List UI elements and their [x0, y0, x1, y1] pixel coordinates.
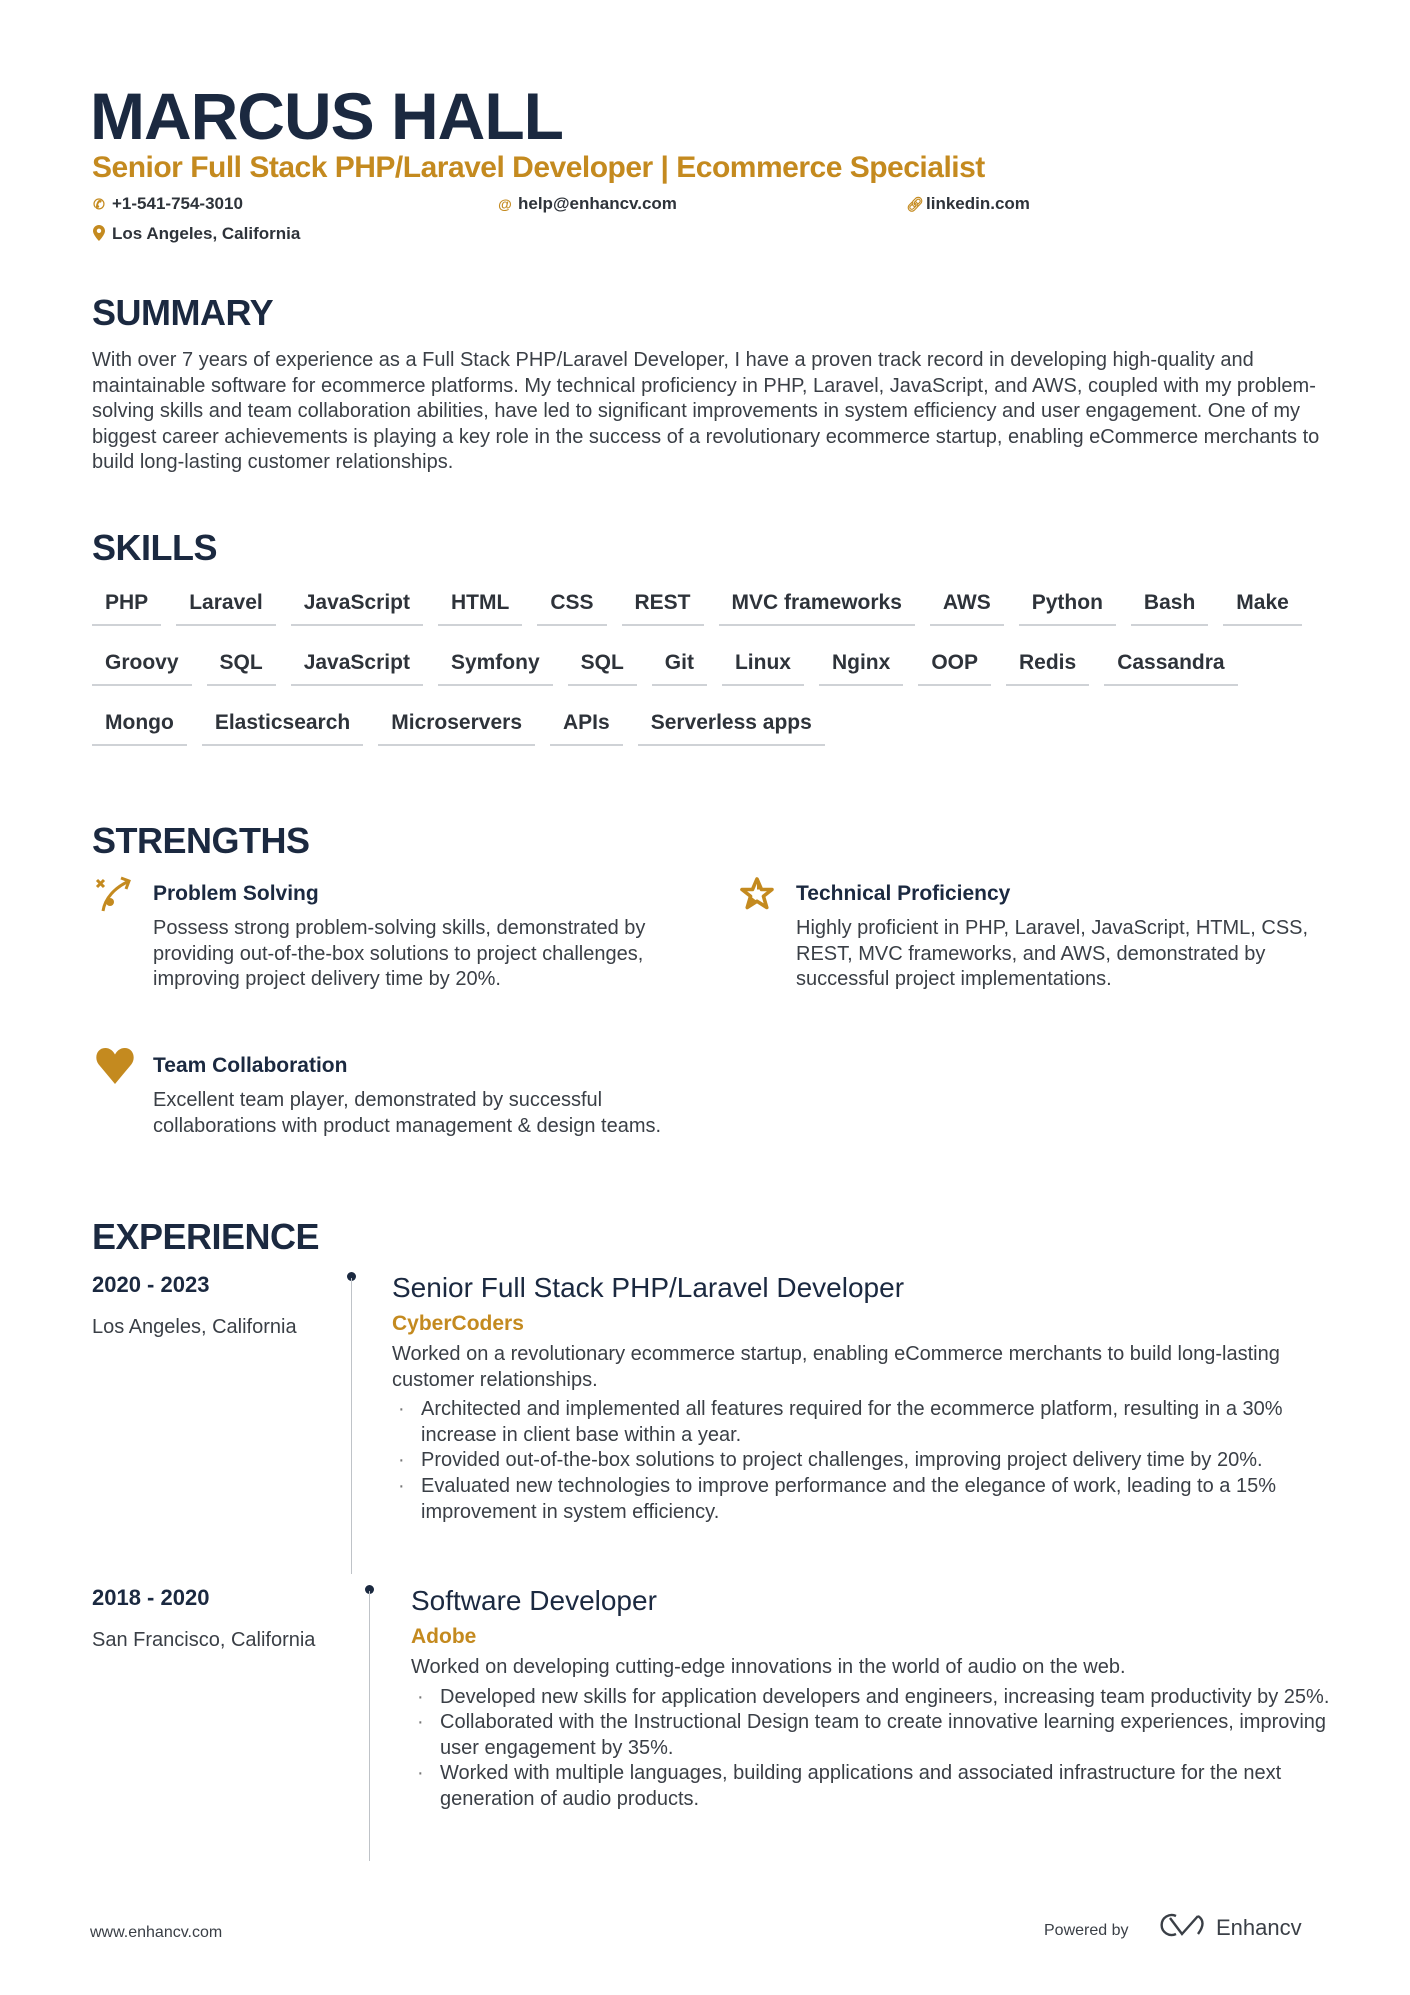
skill-chip: CSS — [537, 585, 606, 626]
location-pin-icon — [92, 225, 106, 244]
skill-chip: JavaScript — [291, 645, 423, 686]
job-title: Software Developer — [411, 1585, 657, 1616]
timeline-line — [351, 1278, 352, 1574]
candidate-name: MARCUS HALL — [90, 79, 563, 153]
skill-chip: Cassandra — [1104, 645, 1237, 686]
job-bullet: · Collaborated with the Instructional Design team to create innovative learning experiences, improving user engagement by 35%. — [411, 1710, 1331, 1761]
strength-technical-proficiency — [796, 882, 1326, 993]
skill-chip: Mongo — [92, 705, 187, 746]
job-bullet: · Provided out-of-the-box solutions to project challenges, improving project delivery time by 20%. — [392, 1448, 1332, 1474]
phone-text: +1-541-754-3010 — [112, 194, 243, 213]
job-bullet: · Architected and implemented all features required for the ecommerce platform, resulting in a 30% increase in client base within a year. — [392, 1397, 1332, 1448]
skill-chip: MVC frameworks — [719, 585, 915, 626]
strength-title: Technical Proficiency — [796, 882, 1011, 905]
job-bullet: · Developed new skills for application developers and engineers, increasing team productivity by 25%. — [411, 1685, 1331, 1711]
at-icon: @ — [498, 196, 512, 212]
candidate-title: Senior Full Stack PHP/Laravel Developer | Ecommerce Specialist — [92, 151, 985, 184]
job-bullets — [392, 1397, 1332, 1525]
skill-chip: Serverless apps — [638, 705, 825, 746]
strength-text: Highly proficient in PHP, Laravel, JavaScript, HTML, CSS, REST, MVC frameworks, and AWS, demonstrated by successful project implementations. — [796, 917, 1309, 991]
experience-heading: EXPERIENCE — [92, 1216, 320, 1257]
skill-chip: HTML — [438, 585, 522, 626]
strength-title: Team Collaboration — [153, 1054, 348, 1077]
route-icon — [95, 876, 135, 918]
location-text: Los Angeles, California — [112, 224, 301, 243]
enhancv-logo-icon — [1160, 1912, 1206, 1944]
job-bullets — [411, 1685, 1331, 1813]
job-2-meta — [92, 1585, 315, 1652]
enhancv-logo[interactable] — [1160, 1912, 1302, 1944]
skill-chip: Elasticsearch — [202, 705, 363, 746]
job-bullet: · Evaluated new technologies to improve performance and the elegance of work, leading to a 15% improvement in system efficiency. — [392, 1474, 1332, 1525]
strength-problem-solving — [153, 882, 713, 993]
timeline-line — [369, 1591, 370, 1861]
strength-title: Problem Solving — [153, 882, 319, 905]
strength-text: Excellent team player, demonstrated by successful collaborations with product management & design teams. — [153, 1089, 662, 1137]
skill-chip: Nginx — [819, 645, 903, 686]
skill-chip: AWS — [930, 585, 1004, 626]
job-bullet: · Worked with multiple languages, building applications and associated infrastructure for the next generation of audio products. — [411, 1761, 1331, 1812]
job-1-meta — [92, 1272, 297, 1339]
job-description: Worked on developing cutting-edge innovations in the world of audio on the web. — [411, 1656, 1126, 1678]
skills-heading: SKILLS — [92, 527, 218, 568]
skill-chip: SQL — [207, 645, 276, 686]
job-dates: 2020 - 2023 — [92, 1272, 210, 1297]
skill-chip: APIs — [550, 705, 623, 746]
skill-chip: PHP — [92, 585, 161, 626]
skill-chip: Python — [1019, 585, 1116, 626]
skill-chip: Groovy — [92, 645, 192, 686]
summary-heading: SUMMARY — [92, 292, 274, 333]
email-text[interactable]: help@enhancv.com — [518, 194, 677, 213]
strengths-heading: STRENGTHS — [92, 820, 310, 861]
footer-url[interactable]: www.enhancv.com — [90, 1924, 223, 1941]
job-location: San Francisco, California — [92, 1629, 316, 1651]
summary-text: With over 7 years of experience as a Full Stack PHP/Laravel Developer, I have a proven track record in developing high-quality and maintainable software for ecommerce platforms. My technical proficiency in PHP, Laravel, JavaScript, and AWS, coupled with my problem-solving skills and team collaboration abilities, have led to significant improvements in system efficiency and user engagement. One of my biggest career achievements is playing a key role in the success of a revolutionary ecommerce startup, enabling eCommerce merchants to build long-lasting customer relationships. — [92, 349, 1320, 474]
job-description: Worked on a revolutionary ecommerce startup, enabling eCommerce merchants to build long-lasting customer relationships. — [392, 1343, 1280, 1391]
skill-chip: Microservers — [378, 705, 535, 746]
powered-by-label: Powered by — [1044, 1922, 1129, 1939]
skill-chip: Make — [1223, 585, 1302, 626]
skill-chip: SQL — [568, 645, 637, 686]
skill-chip: Linux — [722, 645, 804, 686]
strength-team-collaboration — [153, 1054, 713, 1139]
link-icon: 🔗︎ — [906, 195, 924, 212]
skill-chip: JavaScript — [291, 585, 423, 626]
job-1 — [392, 1272, 1332, 1525]
job-company: CyberCoders — [392, 1312, 524, 1335]
skill-chip: Bash — [1131, 585, 1208, 626]
skill-chip: Symfony — [438, 645, 553, 686]
phone-icon: ✆ — [93, 195, 105, 212]
contact-email[interactable] — [498, 194, 677, 214]
linkedin-text[interactable]: linkedin.com — [926, 194, 1030, 213]
job-dates: 2018 - 2020 — [92, 1585, 210, 1610]
skill-chip: OOP — [918, 645, 991, 686]
strength-text: Possess strong problem-solving skills, demonstrated by providing out-of-the-box solutions to project challenges, improving project delivery time by 20%. — [153, 917, 646, 991]
skill-chip: Redis — [1006, 645, 1089, 686]
skill-chip: REST — [622, 585, 704, 626]
skill-chip: Laravel — [176, 585, 276, 626]
skill-chip: Git — [652, 645, 707, 686]
contact-location — [92, 224, 300, 244]
heart-icon — [95, 1048, 135, 1090]
contact-linkedin[interactable] — [906, 194, 1030, 214]
job-title: Senior Full Stack PHP/Laravel Developer — [392, 1272, 905, 1303]
skills-list — [92, 585, 1332, 746]
enhancv-logo-text: Enhancv — [1216, 1915, 1302, 1940]
job-company: Adobe — [411, 1625, 477, 1648]
job-2 — [411, 1585, 1331, 1813]
star-icon — [738, 876, 776, 918]
job-location: Los Angeles, California — [92, 1316, 297, 1338]
contact-phone — [92, 194, 243, 214]
